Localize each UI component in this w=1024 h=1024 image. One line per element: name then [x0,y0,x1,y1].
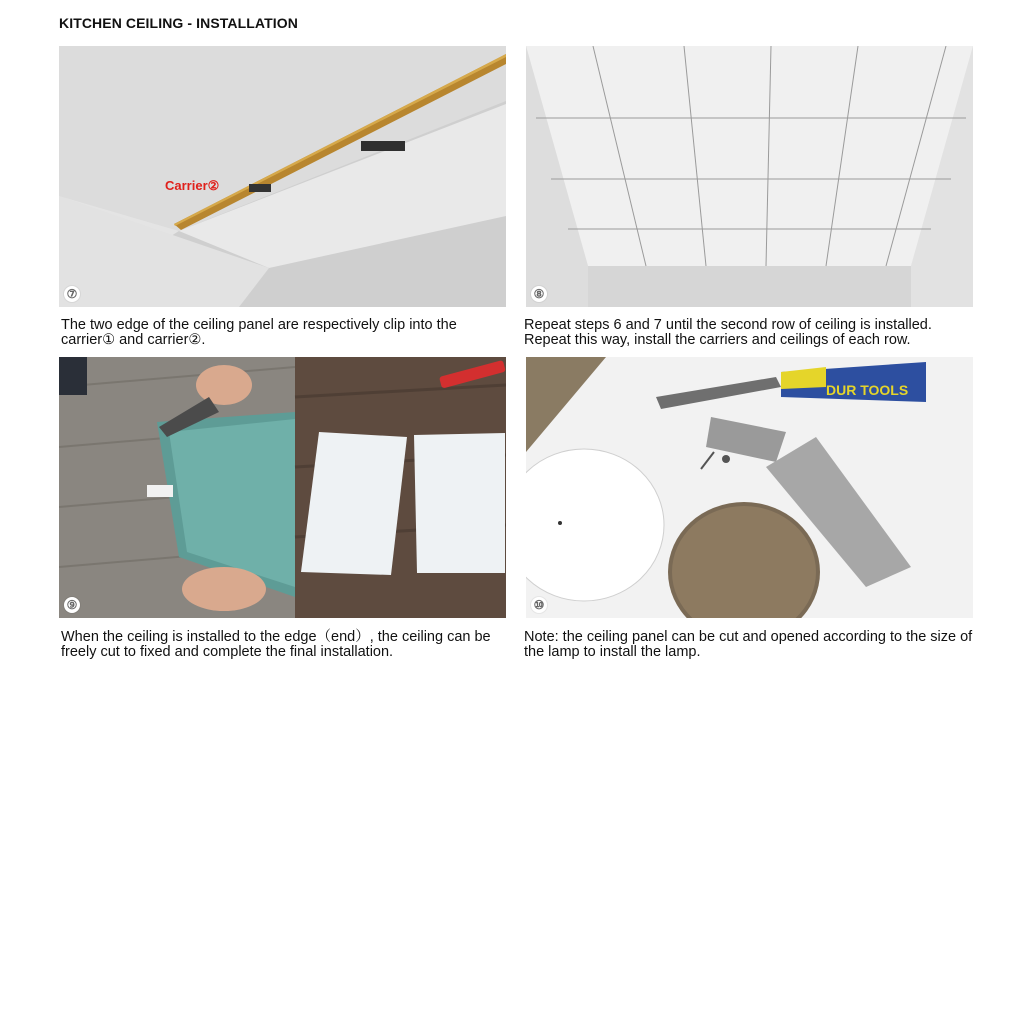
step-9-image [59,357,506,618]
step-number-badge: ⑧ [531,286,547,302]
caption-line: Repeat steps 6 and 7 until the second row of ceiling is installed. [524,317,932,333]
caption-line: carrier① and carrier②. [61,332,206,348]
caption-line: freely cut to fixed and complete the final installation. [61,644,394,660]
page-title: KITCHEN CEILING - INSTALLATION [59,15,298,31]
step-7-image [59,46,506,307]
step-number-badge: ⑩ [531,597,547,613]
step-number-badge: ⑨ [64,597,80,613]
step-8-caption [524,318,984,348]
caption-line: Repeat this way, install the carriers and ceilings of each row. [524,332,911,348]
step-7-caption [61,318,521,348]
step-10-caption [524,630,994,660]
step-8-image [526,46,973,307]
step-number-badge: ⑦ [64,286,80,302]
caption-line: Note: the ceiling panel can be cut and opened according to the size of [524,629,973,645]
tool-brand-text: DUR TOOLS [826,382,909,398]
caption-line: The two edge of the ceiling panel are respectively clip into the [61,317,457,333]
caption-line: the lamp to install the lamp. [524,644,701,660]
step-9-caption [61,630,521,660]
caption-line: When the ceiling is installed to the edge（end）, the ceiling can be [61,629,491,645]
carrier-label: Carrier② [165,178,220,193]
step-10-image [526,357,973,618]
